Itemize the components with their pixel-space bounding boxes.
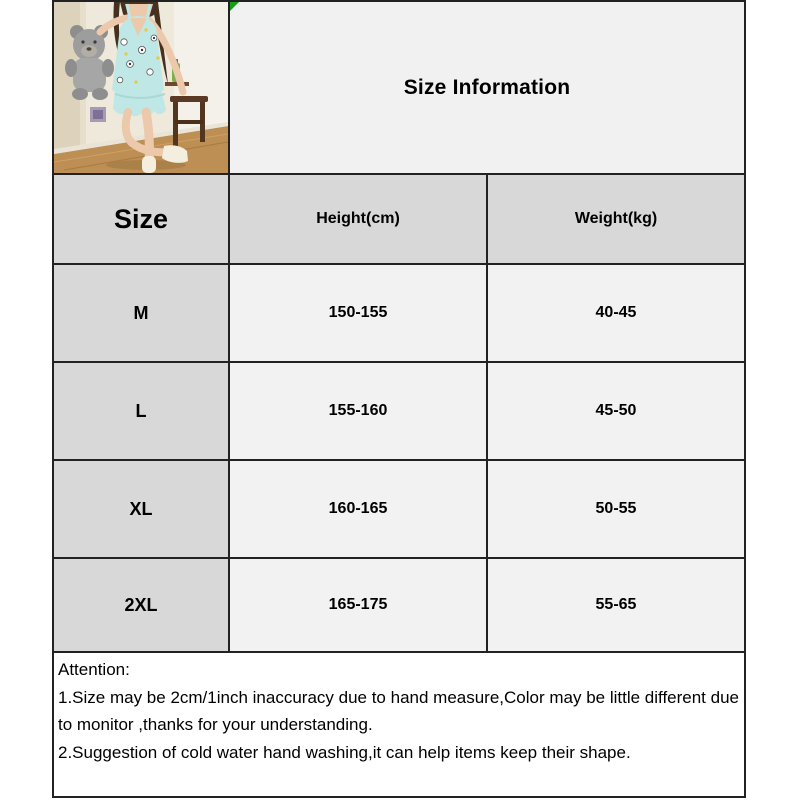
- size-table: [52, 0, 746, 798]
- table-cell-weight-l: [488, 363, 744, 459]
- header-size-label: Size: [113, 203, 169, 234]
- header-weight: [488, 175, 744, 263]
- table-cell-weight-xl: [488, 461, 744, 557]
- attention-line-2: 2.Suggestion of cold water hand washing,it can help items keep their shape.: [58, 742, 631, 762]
- table-cell-height-xl: [230, 461, 486, 557]
- page-title: Size Information: [403, 75, 571, 99]
- attention-title: Attention:: [58, 660, 130, 679]
- table-row-size-l: [54, 363, 228, 459]
- header-size: [54, 175, 228, 263]
- attention-line-1: 1.Size may be 2cm/1inch inaccuracy due to hand measure,Color may be little different due to monitor ,thanks for your understanding.: [58, 687, 739, 734]
- table-cell-height-m: [230, 265, 486, 361]
- height-value: 165-175: [328, 596, 388, 613]
- product-photo: [54, 2, 228, 173]
- weight-value: 50-55: [595, 500, 637, 517]
- product-photo-illustration: [54, 2, 228, 173]
- weight-value: 45-50: [595, 402, 637, 419]
- title-cell: [230, 2, 744, 173]
- table-cell-weight-2xl: [488, 559, 744, 651]
- size-label: M: [133, 302, 149, 323]
- size-label: L: [135, 400, 147, 421]
- green-corner-flag-icon: [230, 2, 239, 11]
- size-label: 2XL: [124, 594, 158, 615]
- header-height-label: Height(cm): [316, 210, 400, 227]
- table-cell-weight-m: [488, 265, 744, 361]
- table-row-size-2xl: [54, 559, 228, 651]
- table-row-size-xl: [54, 461, 228, 557]
- table-cell-height-2xl: [230, 559, 486, 651]
- table-row-size-m: [54, 265, 228, 361]
- table-cell-height-l: [230, 363, 486, 459]
- attention-note: [54, 653, 744, 796]
- size-label: XL: [129, 498, 153, 519]
- height-value: 150-155: [328, 304, 388, 321]
- height-value: 160-165: [328, 500, 388, 517]
- header-weight-label: Weight(kg): [574, 210, 658, 227]
- weight-value: 55-65: [595, 596, 637, 613]
- header-height: [230, 175, 486, 263]
- weight-value: 40-45: [595, 304, 637, 321]
- height-value: 155-160: [328, 402, 388, 419]
